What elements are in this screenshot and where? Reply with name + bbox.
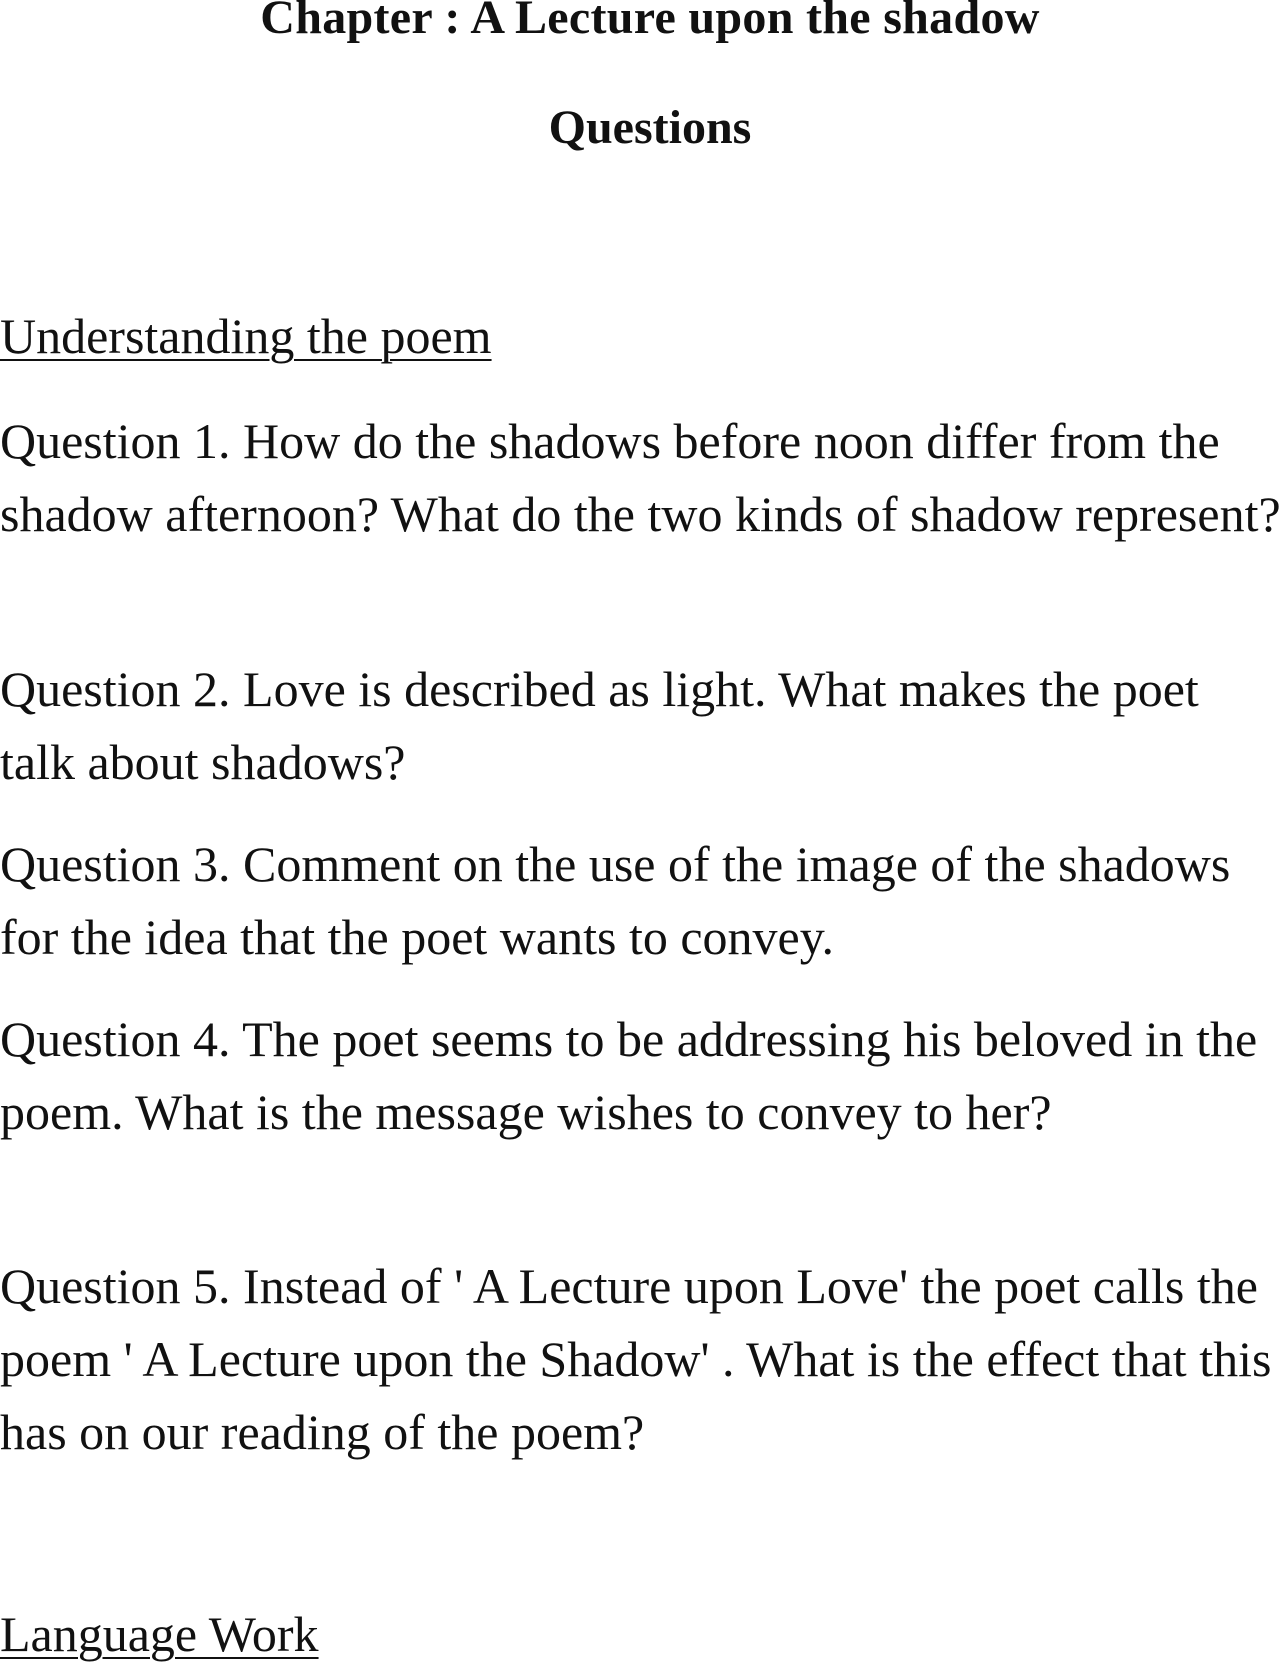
question-5: Question 5. Instead of ' A Lecture upon Love' the poet calls the poem ' A Lecture upon the Shadow' . What is the effect that this has on our reading of the poem? [0, 1258, 1272, 1460]
question-4: Question 4. The poet seems to be addressing his beloved in the poem. What is the message wishes to convey to her? [0, 1011, 1258, 1140]
questions-heading: Questions [548, 101, 752, 154]
chapter-title: Chapter : A Lecture upon the shadow [260, 0, 1040, 44]
section-heading-language-work: Language Work [0, 1606, 319, 1662]
question-1: Question 1. How do the shadows before noon differ from the shadow afternoon? What do the two kinds of shadow represent? [0, 413, 1281, 542]
question-2: Question 2. Love is described as light. What makes the poet talk about shadows? [0, 661, 1199, 790]
question-3: Question 3. Comment on the use of the image of the shadows for the idea that the poet wants to convey. [0, 836, 1231, 965]
section-heading-understanding-the-poem: Understanding the poem [0, 308, 492, 364]
